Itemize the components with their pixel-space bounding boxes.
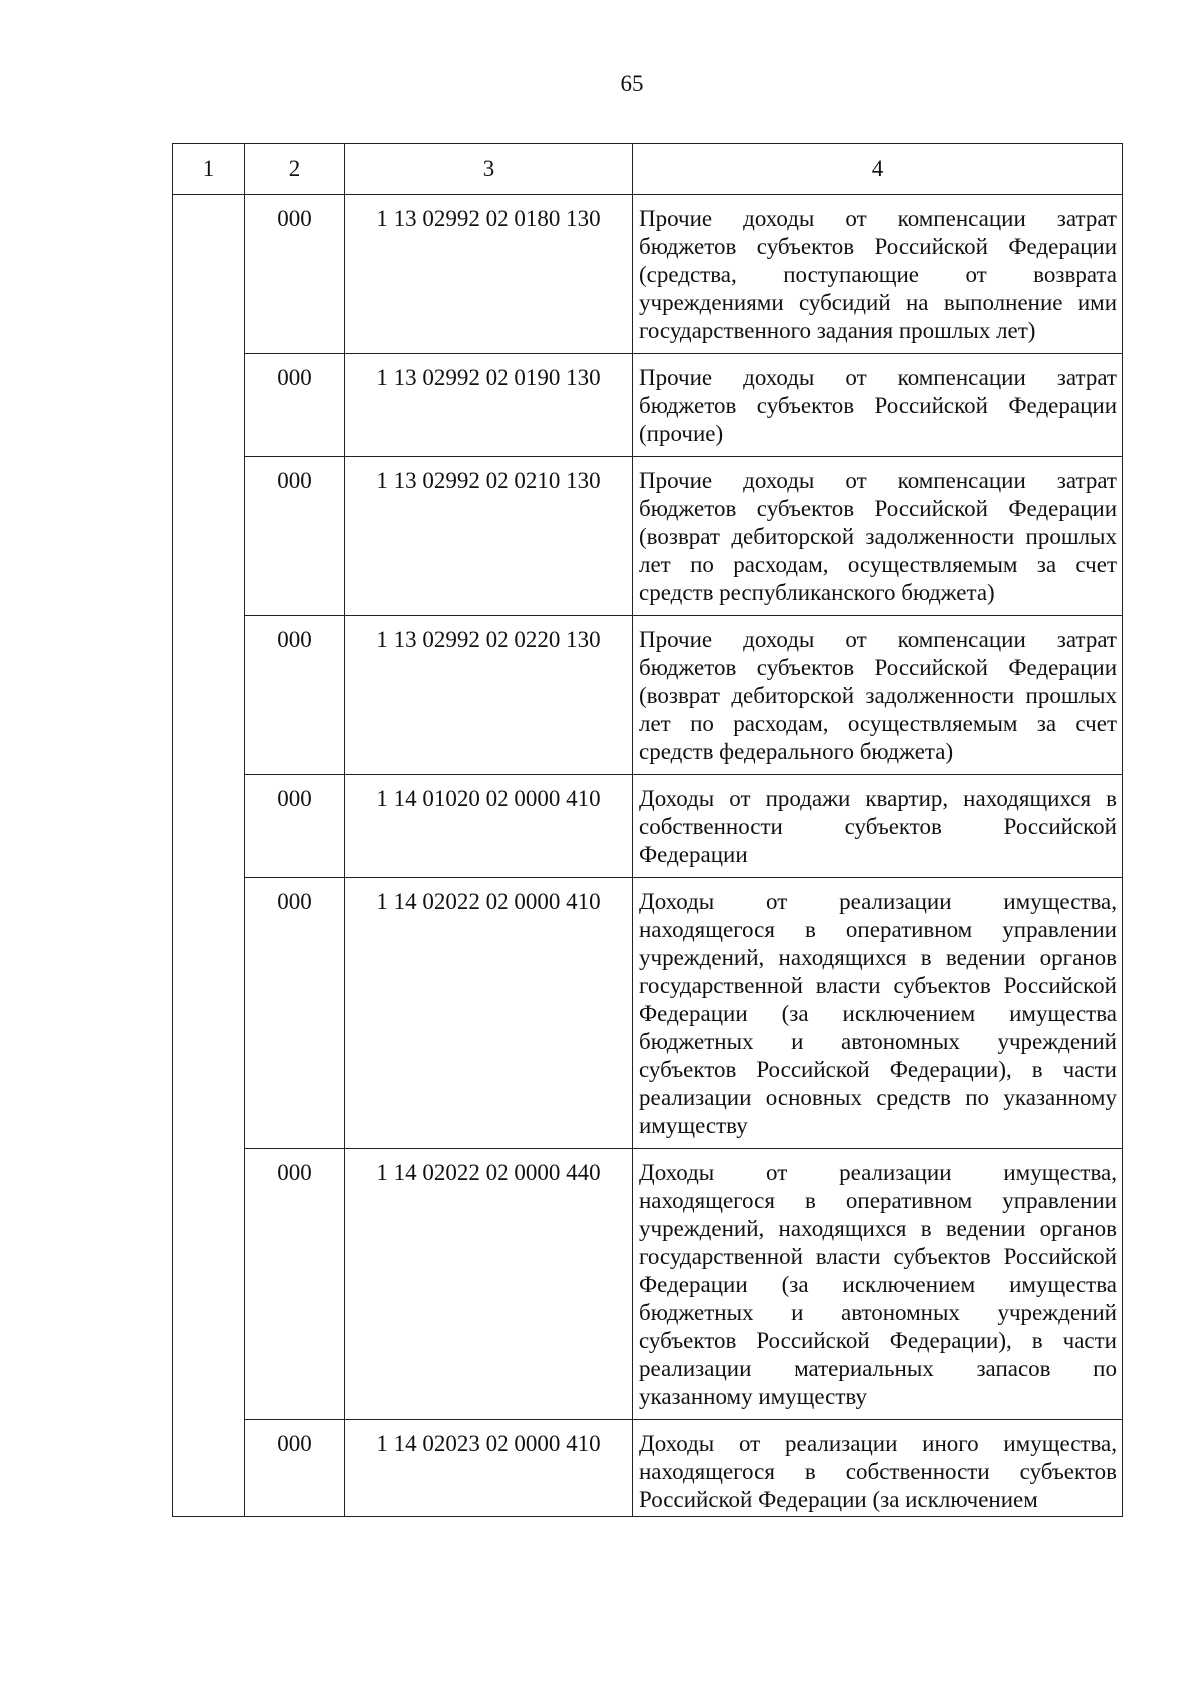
column-header-4: 4 (633, 144, 1123, 195)
table-row (173, 457, 1123, 616)
income-codes-table (172, 143, 1123, 1517)
table-row (173, 195, 1123, 354)
income-description-cell: Прочие доходы от компенсации затрат бюджетов субъектов Российской Федерации (возврат дебиторской задолженности прошлых лет по расходам, осуществляемым за счет средств федерального бюджета) (633, 616, 1123, 775)
income-description-cell: Доходы от реализации имущества, находящегося в оперативном управлении учреждений, находящихся в ведении органов государственной власти субъектов Российской Федерации (за исключением имущества бюджетных и автономных учреждений субъектов Российской Федерации), в части реализации материальных запасов по указанному имуществу (633, 1149, 1123, 1420)
column-header-3: 3 (345, 144, 633, 195)
admin-code-cell: 000 (245, 457, 345, 616)
budget-classification-code-cell: 1 13 02992 02 0220 130 (345, 616, 633, 775)
income-description-cell: Доходы от реализации имущества, находящегося в оперативном управлении учреждений, находящихся в ведении органов государственной власти субъектов Российской Федерации (за исключением имущества бюджетных и автономных учреждений субъектов Российской Федерации), в части реализации основных средств по указанному имуществу (633, 878, 1123, 1149)
admin-code-cell: 000 (245, 616, 345, 775)
income-description-cell: Прочие доходы от компенсации затрат бюджетов субъектов Российской Федерации (средства, поступающие от возврата учреждениями субсидий на выполнение ими государственного задания прошлых лет) (633, 195, 1123, 354)
page-number: 65 (620, 71, 644, 96)
table-row (173, 1420, 1123, 1517)
admin-code-cell: 000 (245, 195, 345, 354)
budget-classification-code-cell: 1 14 02022 02 0000 440 (345, 1149, 633, 1420)
budget-classification-code-cell: 1 14 02022 02 0000 410 (345, 878, 633, 1149)
column-header-1: 1 (173, 144, 245, 195)
budget-classification-code-cell: 1 13 02992 02 0180 130 (345, 195, 633, 354)
column-header-2: 2 (245, 144, 345, 195)
budget-classification-code-cell: 1 13 02992 02 0210 130 (345, 457, 633, 616)
admin-code-cell: 000 (245, 878, 345, 1149)
table-row (173, 354, 1123, 457)
budget-classification-code-cell: 1 13 02992 02 0190 130 (345, 354, 633, 457)
table-row (173, 1149, 1123, 1420)
table-row (173, 878, 1123, 1149)
table-header-row (173, 144, 1123, 195)
income-description-cell: Прочие доходы от компенсации затрат бюджетов субъектов Российской Федерации (прочие) (633, 354, 1123, 457)
income-description-cell: Доходы от реализации иного имущества, находящегося в собственности субъектов Российской Федерации (за исключением (633, 1420, 1123, 1517)
budget-classification-code-cell: 1 14 01020 02 0000 410 (345, 775, 633, 878)
admin-code-cell: 000 (245, 1420, 345, 1517)
budget-classification-code-cell: 1 14 02023 02 0000 410 (345, 1420, 633, 1517)
admin-code-cell: 000 (245, 775, 345, 878)
admin-code-cell: 000 (245, 354, 345, 457)
column-1-empty-cell (173, 195, 245, 1517)
admin-code-cell: 000 (245, 1149, 345, 1420)
table-row (173, 775, 1123, 878)
table-row (173, 616, 1123, 775)
income-description-cell: Прочие доходы от компенсации затрат бюджетов субъектов Российской Федерации (возврат дебиторской задолженности прошлых лет по расходам, осуществляемым за счет средств республиканского бюджета) (633, 457, 1123, 616)
income-description-cell: Доходы от продажи квартир, находящихся в собственности субъектов Российской Федерации (633, 775, 1123, 878)
